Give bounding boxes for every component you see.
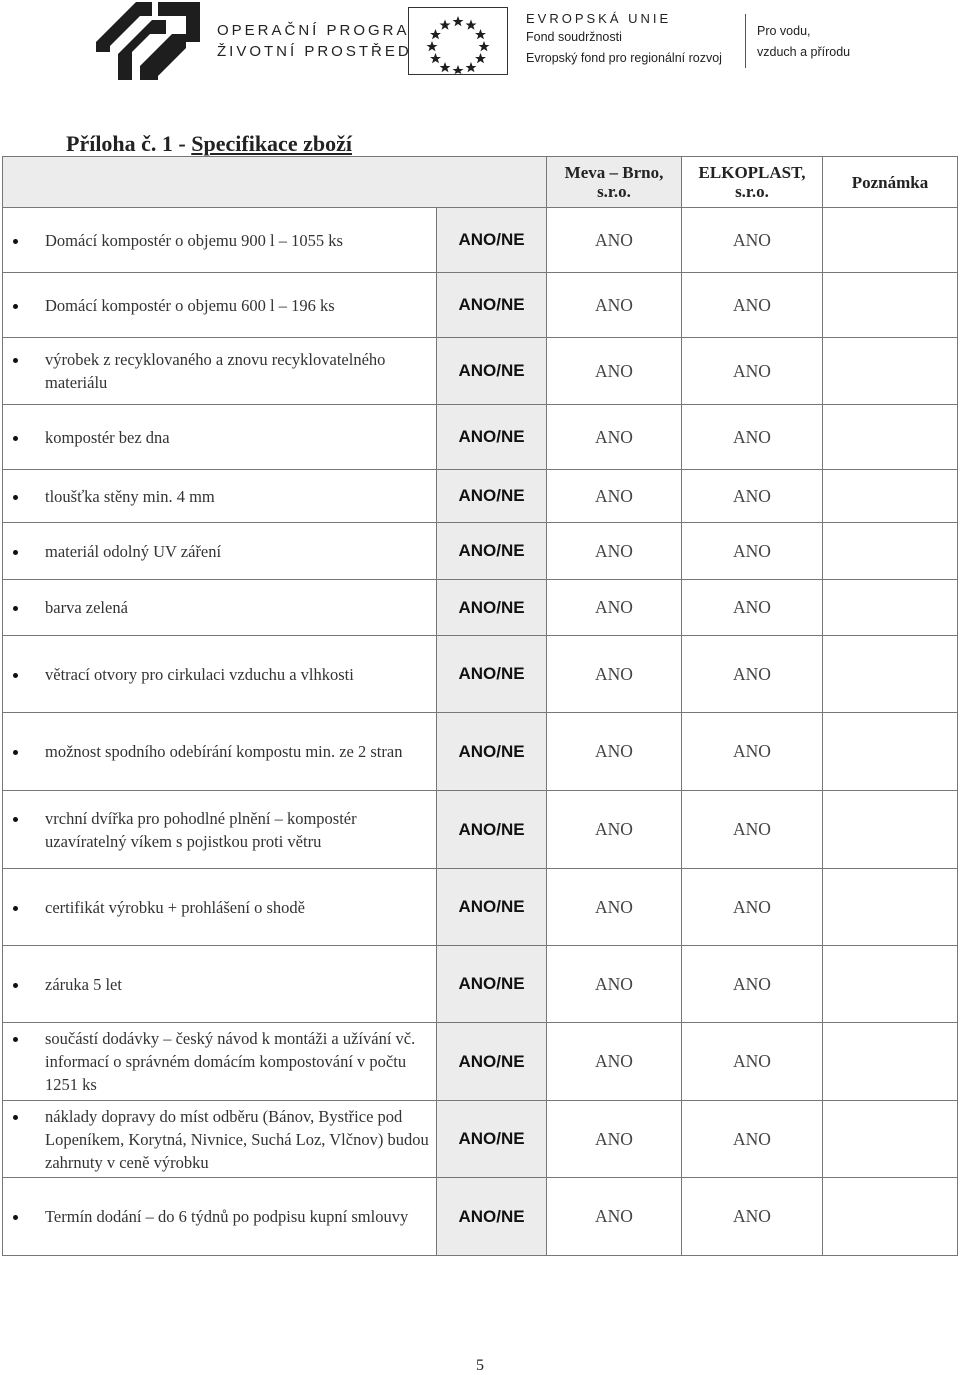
- option-cell: ANO/NE: [437, 1101, 547, 1178]
- option-cell: ANO/NE: [437, 208, 547, 273]
- requirement-text: materiál odolný UV záření: [3, 540, 436, 563]
- supplier2-answer: ANO: [682, 1101, 823, 1178]
- requirement-text: kompostér bez dna: [3, 426, 436, 449]
- supplier2-answer: ANO: [682, 946, 823, 1023]
- supplier1-answer: ANO: [547, 338, 682, 405]
- page-title: [66, 131, 352, 157]
- requirement-text: součástí dodávky – český návod k montáži a užívání vč. informací o správném domácím kompostování v počtu 1251 ks: [3, 1027, 436, 1096]
- header-note: [823, 157, 958, 208]
- opzp-logo-icon: [96, 2, 200, 80]
- supplier1-answer: ANO: [547, 869, 682, 946]
- supplier2-answer: ANO: [682, 273, 823, 338]
- option-cell: ANO/NE: [437, 338, 547, 405]
- page-number: 5: [476, 1357, 484, 1374]
- table-row: [3, 405, 958, 470]
- requirement-text: náklady dopravy do míst odběru (Bánov, Bystřice pod Lopeníkem, Korytná, Nivnice, Suchá Loz, Vlčnov) budou zahrnuty v ceně výrobku: [3, 1105, 436, 1174]
- table-header-row: [3, 157, 958, 208]
- motto: [757, 21, 850, 63]
- option-cell: ANO/NE: [437, 946, 547, 1023]
- supplier2-answer: ANO: [682, 1178, 823, 1256]
- motto-line1: Pro vodu,: [757, 24, 811, 38]
- option-cell: ANO/NE: [437, 580, 547, 636]
- table-row: [3, 636, 958, 713]
- option-cell: ANO/NE: [437, 523, 547, 580]
- note-cell: [823, 273, 958, 338]
- option-cell: ANO/NE: [437, 869, 547, 946]
- title-underlined: Specifikace zboží: [191, 131, 352, 156]
- requirement-text: Domácí kompostér o objemu 900 l – 1055 ks: [3, 229, 436, 252]
- requirement-cell: [3, 580, 437, 636]
- supplier1-answer: ANO: [547, 470, 682, 523]
- requirement-text: větrací otvory pro cirkulaci vzduchu a vlhkosti: [3, 663, 436, 686]
- note-cell: [823, 946, 958, 1023]
- note-cell: [823, 1178, 958, 1256]
- requirement-cell: [3, 405, 437, 470]
- supplier2-answer: ANO: [682, 338, 823, 405]
- table-row: [3, 338, 958, 405]
- option-cell: ANO/NE: [437, 713, 547, 791]
- note-cell: [823, 523, 958, 580]
- note-cell: [823, 1023, 958, 1101]
- requirement-text: výrobek z recyklovaného a znovu recyklovatelného materiálu: [3, 348, 436, 394]
- note-cell: [823, 338, 958, 405]
- motto-line2: vzduch a přírodu: [757, 45, 851, 59]
- header-supplier2: [682, 157, 823, 208]
- supplier1-answer: ANO: [547, 1023, 682, 1101]
- supplier1-answer: ANO: [547, 208, 682, 273]
- option-cell: ANO/NE: [437, 470, 547, 523]
- supplier1-answer: ANO: [547, 523, 682, 580]
- requirement-text: certifikát výrobku + prohlášení o shodě: [3, 896, 436, 919]
- table-row: [3, 1178, 958, 1256]
- eu-text-block: [526, 10, 722, 69]
- requirement-text: Termín dodání – do 6 týdnů po podpisu kupní smlouvy: [3, 1205, 436, 1228]
- supplier2-answer: ANO: [682, 713, 823, 791]
- eu-title: EVROPSKÁ UNIE: [526, 11, 672, 26]
- note-cell: [823, 470, 958, 523]
- supplier1-answer: ANO: [547, 791, 682, 869]
- supplier2-answer: ANO: [682, 470, 823, 523]
- requirement-text: záruka 5 let: [3, 973, 436, 996]
- table-row: [3, 580, 958, 636]
- supplier1-answer: ANO: [547, 405, 682, 470]
- supplier2-answer: ANO: [682, 523, 823, 580]
- option-cell: ANO/NE: [437, 636, 547, 713]
- requirement-cell: [3, 791, 437, 869]
- table-row: [3, 713, 958, 791]
- requirement-cell: [3, 1178, 437, 1256]
- table-row: [3, 791, 958, 869]
- supplier2-answer: ANO: [682, 869, 823, 946]
- requirement-cell: [3, 1023, 437, 1101]
- option-cell: ANO/NE: [437, 1023, 547, 1101]
- title-prefix: Příloha č. 1 -: [66, 131, 192, 156]
- supplier2-answer: ANO: [682, 208, 823, 273]
- eu-fund-regional: Evropský fond pro regionální rozvoj: [526, 51, 722, 65]
- note-cell: [823, 405, 958, 470]
- requirement-cell: [3, 869, 437, 946]
- note-cell: [823, 713, 958, 791]
- supplier2-answer: ANO: [682, 580, 823, 636]
- option-cell: ANO/NE: [437, 791, 547, 869]
- requirement-cell: [3, 636, 437, 713]
- table-body: [3, 208, 958, 1256]
- note-cell: [823, 580, 958, 636]
- requirement-cell: [3, 338, 437, 405]
- note-cell: [823, 1101, 958, 1178]
- supplier1-answer: ANO: [547, 1178, 682, 1256]
- option-cell: ANO/NE: [437, 1178, 547, 1256]
- opzp-line2: ŽIVOTNÍ PROSTŘEDÍ: [217, 43, 419, 60]
- supplier1-answer: ANO: [547, 946, 682, 1023]
- requirement-text: barva zelená: [3, 596, 436, 619]
- table-row: [3, 208, 958, 273]
- requirement-text: tloušťka stěny min. 4 mm: [3, 485, 436, 508]
- eu-flag-icon: [408, 7, 508, 75]
- table-row: [3, 470, 958, 523]
- supplier2-answer: ANO: [682, 405, 823, 470]
- requirement-text: vrchní dvířka pro pohodlné plnění – kompostér uzavíratelný víkem s pojistkou proti větru: [3, 807, 436, 853]
- requirement-text: Domácí kompostér o objemu 600 l – 196 ks: [3, 294, 436, 317]
- header-divider: [745, 14, 746, 68]
- supplier2-answer: ANO: [682, 1023, 823, 1101]
- supplier2-line2: s.r.o.: [735, 182, 769, 201]
- table-row: [3, 1101, 958, 1178]
- supplier1-answer: ANO: [547, 636, 682, 713]
- requirement-cell: [3, 946, 437, 1023]
- requirement-cell: [3, 523, 437, 580]
- supplier1-answer: ANO: [547, 273, 682, 338]
- requirement-cell: [3, 713, 437, 791]
- requirement-cell: [3, 1101, 437, 1178]
- note-label: Poznámka: [851, 172, 929, 192]
- page-header: [0, 0, 960, 90]
- opzp-line1: OPERAČNÍ PROGRAM: [217, 22, 426, 39]
- requirement-cell: [3, 273, 437, 338]
- supplier1-line2: s.r.o.: [597, 182, 631, 201]
- supplier2-answer: ANO: [682, 636, 823, 713]
- requirement-text: možnost spodního odebírání kompostu min. ze 2 stran: [3, 740, 436, 763]
- supplier1-answer: ANO: [547, 580, 682, 636]
- note-cell: [823, 869, 958, 946]
- opzp-name: [217, 20, 425, 62]
- header-blank-cell: [3, 157, 547, 208]
- note-cell: [823, 636, 958, 713]
- option-cell: ANO/NE: [437, 273, 547, 338]
- supplier2-answer: ANO: [682, 791, 823, 869]
- table-row: [3, 523, 958, 580]
- supplier2-line1: ELKOPLAST,: [698, 163, 806, 182]
- supplier1-answer: ANO: [547, 1101, 682, 1178]
- specification-table: [2, 156, 958, 1256]
- table-row: [3, 946, 958, 1023]
- table-row: [3, 869, 958, 946]
- requirement-cell: [3, 470, 437, 523]
- table-row: [3, 1023, 958, 1101]
- supplier1-line1: Meva – Brno,: [564, 163, 664, 182]
- note-cell: [823, 791, 958, 869]
- option-cell: ANO/NE: [437, 405, 547, 470]
- header-supplier1: [547, 157, 682, 208]
- eu-fund-cohesion: Fond soudržnosti: [526, 30, 622, 44]
- note-cell: [823, 208, 958, 273]
- requirement-cell: [3, 208, 437, 273]
- supplier1-answer: ANO: [547, 713, 682, 791]
- table-row: [3, 273, 958, 338]
